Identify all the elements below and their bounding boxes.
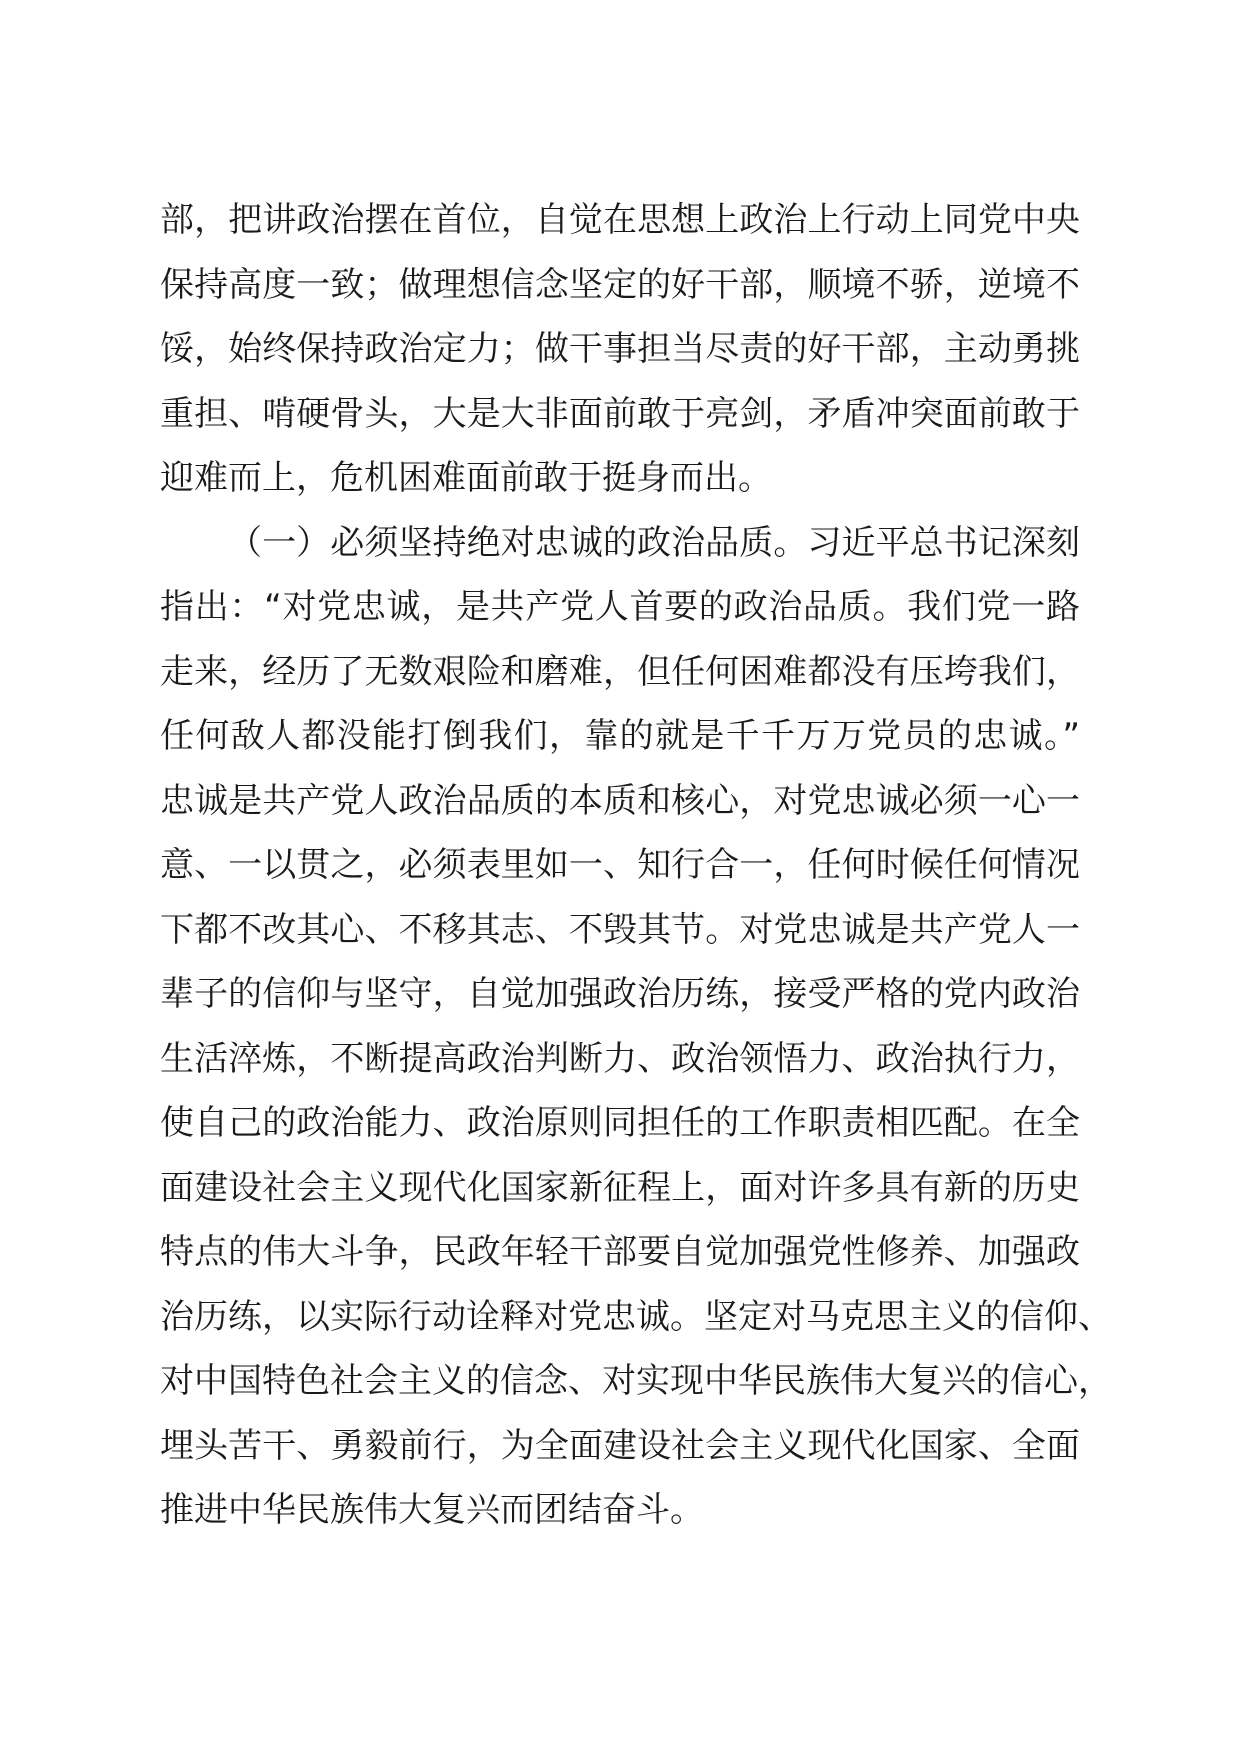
text-line: 部，把讲政治摆在首位，自觉在思想上政治上行动上同党中央 [160, 200, 1080, 240]
section-heading-line: （一）必须坚持绝对忠诚的政治品质。习近平总书记深刻 [228, 522, 1080, 563]
text-line: 生活淬炼，不断提高政治判断力、政治领悟力、政治执行力， [160, 1038, 1080, 1079]
text-line: 馁，始终保持政治定力；做干事担当尽责的好干部，主动勇挑 [160, 329, 1080, 369]
text-line: 辈子的信仰与坚守，自觉加强政治历练，接受严格的党内政治 [160, 974, 1080, 1014]
text-line: 指出：“对党忠诚，是共产党人首要的政治品质。我们党一路 [160, 587, 1080, 627]
text-line: 迎难而上，危机困难面前敢于挺身而出。 [160, 458, 772, 498]
text-line: 推进中华民族伟大复兴而团结奋斗。 [160, 1490, 704, 1530]
text-line: 走来，经历了无数艰险和磨难，但任何困难都没有压垮我们， [160, 651, 1080, 692]
text-line: 埋头苦干、勇毅前行，为全面建设社会主义现代化国家、全面 [160, 1425, 1080, 1466]
text-line: 任何敌人都没能打倒我们，靠的就是千千万万党员的忠诚。” [160, 716, 1080, 756]
text-line: 面建设社会主义现代化国家新征程上，面对许多具有新的历史 [160, 1167, 1080, 1208]
body-text [160, 188, 1112, 1543]
text-line: 对中国特色社会主义的信念、对实现中华民族伟大复兴的信心， [160, 1361, 1112, 1401]
text-line: 使自己的政治能力、政治原则同担任的工作职责相匹配。在全 [160, 1103, 1080, 1143]
text-line: 治历练，以实际行动诠释对党忠诚。坚定对马克思主义的信仰、 [160, 1296, 1112, 1337]
text-line: 意、一以贯之，必须表里如一、知行合一，任何时候任何情况 [160, 845, 1080, 885]
text-line: 特点的伟大斗争，民政年轻干部要自觉加强党性修养、加强政 [160, 1232, 1080, 1272]
text-line: 保持高度一致；做理想信念坚定的好干部，顺境不骄，逆境不 [160, 264, 1080, 305]
text-line: 忠诚是共产党人政治品质的本质和核心，对党忠诚必须一心一 [160, 780, 1080, 821]
text-line: 重担、啃硬骨头，大是大非面前敢于亮剑，矛盾冲突面前敢于 [160, 393, 1080, 434]
text-line: 下都不改其心、不移其志、不毁其节。对党忠诚是共产党人一 [160, 909, 1080, 950]
